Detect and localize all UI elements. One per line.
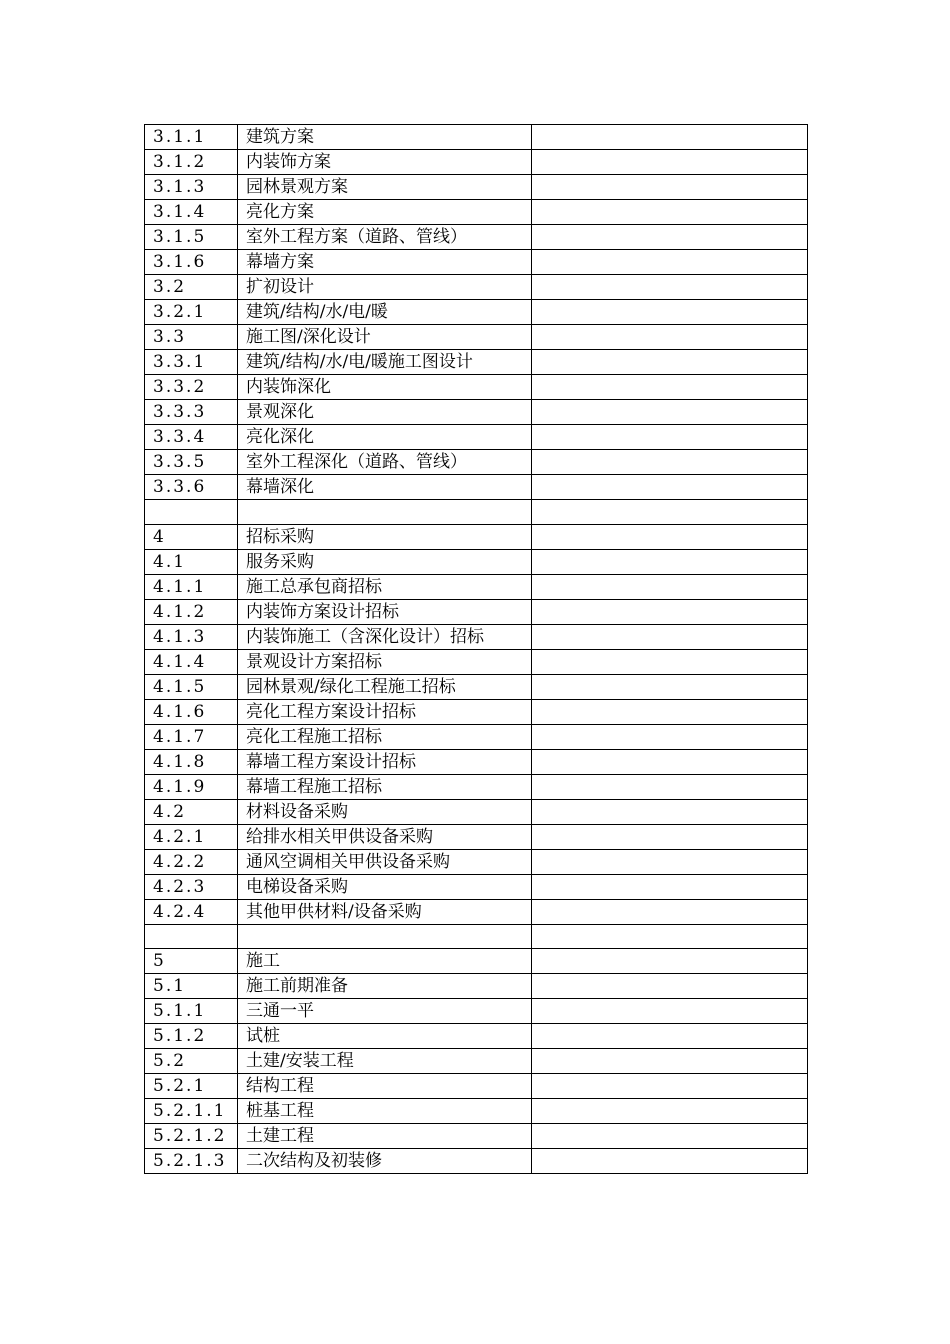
row-note-cell [532,350,808,375]
table-row [145,300,808,325]
row-code-cell: 3.2 [145,275,238,300]
row-code-cell: 3.3 [145,325,238,350]
row-item-cell: 内装饰深化 [238,375,532,400]
row-note-cell [532,1024,808,1049]
table-row [145,899,808,924]
row-code-cell: 4.1.8 [145,749,238,774]
table-row [145,749,808,774]
row-note-cell [532,999,808,1024]
row-code-cell: 3.1.1 [145,125,238,150]
row-item-cell [238,924,532,949]
row-note-cell [532,849,808,874]
table-row [145,200,808,225]
row-code-cell: 4.2.3 [145,874,238,899]
row-note-cell [532,624,808,649]
schedule-table [144,124,808,1174]
row-note-cell [532,200,808,225]
row-code-cell: 4.1.1 [145,574,238,599]
row-item-cell: 施工图/深化设计 [238,325,532,350]
row-code-cell: 3.3.3 [145,400,238,425]
row-note-cell [532,974,808,999]
row-item-cell: 桩基工程 [238,1099,532,1124]
table-row [145,974,808,999]
row-item-cell: 幕墙工程施工招标 [238,774,532,799]
row-note-cell [532,599,808,624]
row-item-cell: 内装饰施工（含深化设计）招标 [238,624,532,649]
row-note-cell [532,175,808,200]
table-row [145,574,808,599]
row-note-cell [532,1074,808,1099]
row-item-cell: 施工 [238,949,532,974]
row-item-cell: 通风空调相关甲供设备采购 [238,849,532,874]
row-code-cell: 4.1.7 [145,724,238,749]
row-note-cell [532,749,808,774]
row-item-cell: 招标采购 [238,524,532,549]
row-code-cell: 5.2 [145,1049,238,1074]
table-row [145,225,808,250]
row-item-cell: 园林景观/绿化工程施工招标 [238,674,532,699]
table-row [145,450,808,475]
row-item-cell: 景观设计方案招标 [238,649,532,674]
table-row [145,1149,808,1174]
row-note-cell [532,150,808,175]
row-note-cell [532,250,808,275]
row-item-cell: 土建/安装工程 [238,1049,532,1074]
row-item-cell: 亮化工程方案设计招标 [238,699,532,724]
table-row [145,250,808,275]
row-note-cell [532,300,808,325]
table-row [145,824,808,849]
row-note-cell [532,375,808,400]
row-note-cell [532,450,808,475]
row-note-cell [532,524,808,549]
row-code-cell: 3.3.5 [145,450,238,475]
row-item-cell: 电梯设备采购 [238,874,532,899]
table-row [145,400,808,425]
row-code-cell: 3.3.1 [145,350,238,375]
row-note-cell [532,574,808,599]
row-note-cell [532,125,808,150]
table-row [145,350,808,375]
table-row [145,549,808,574]
table-row [145,275,808,300]
table-row [145,1074,808,1099]
row-item-cell: 幕墙深化 [238,475,532,500]
row-note-cell [532,874,808,899]
row-item-cell: 室外工程深化（道路、管线） [238,450,532,475]
table-row [145,425,808,450]
table-row [145,999,808,1024]
row-item-cell: 内装饰方案 [238,150,532,175]
row-code-cell: 5.1 [145,974,238,999]
row-code-cell: 4.1.6 [145,699,238,724]
row-item-cell: 结构工程 [238,1074,532,1099]
table-row [145,649,808,674]
row-note-cell [532,949,808,974]
row-code-cell: 5.1.1 [145,999,238,1024]
table-row [145,949,808,974]
row-code-cell: 4.2.1 [145,824,238,849]
row-code-cell: 3.1.2 [145,150,238,175]
row-item-cell: 服务采购 [238,549,532,574]
row-note-cell [532,799,808,824]
row-note-cell [532,924,808,949]
row-note-cell [532,1149,808,1174]
row-code-cell [145,500,238,525]
row-code-cell: 4.1.4 [145,649,238,674]
row-item-cell: 扩初设计 [238,275,532,300]
table-row [145,774,808,799]
row-code-cell [145,924,238,949]
row-item-cell: 试桩 [238,1024,532,1049]
row-code-cell: 5.1.2 [145,1024,238,1049]
table-row [145,799,808,824]
row-code-cell: 3.3.6 [145,475,238,500]
row-item-cell: 亮化深化 [238,425,532,450]
table-row [145,375,808,400]
table-row [145,524,808,549]
row-item-cell: 二次结构及初装修 [238,1149,532,1174]
row-note-cell [532,225,808,250]
row-code-cell: 3.3.2 [145,375,238,400]
row-item-cell: 亮化方案 [238,200,532,225]
row-note-cell [532,899,808,924]
row-code-cell: 4.2.2 [145,849,238,874]
row-note-cell [532,1124,808,1149]
row-code-cell: 5.2.1 [145,1074,238,1099]
table-row [145,475,808,500]
table-row [145,724,808,749]
row-note-cell [532,500,808,525]
table-row [145,325,808,350]
row-note-cell [532,549,808,574]
row-code-cell: 4.2 [145,799,238,824]
row-code-cell: 3.1.5 [145,225,238,250]
row-item-cell: 三通一平 [238,999,532,1024]
row-code-cell: 4.2.4 [145,899,238,924]
table-row [145,699,808,724]
row-code-cell: 5.2.1.3 [145,1149,238,1174]
row-item-cell: 幕墙工程方案设计招标 [238,749,532,774]
row-item-cell: 给排水相关甲供设备采购 [238,824,532,849]
row-item-cell: 内装饰方案设计招标 [238,599,532,624]
row-item-cell [238,500,532,525]
row-item-cell: 亮化工程施工招标 [238,724,532,749]
table-row [145,1099,808,1124]
table-row [145,150,808,175]
row-item-cell: 其他甲供材料/设备采购 [238,899,532,924]
row-item-cell: 建筑/结构/水/电/暖施工图设计 [238,350,532,375]
row-item-cell: 材料设备采购 [238,799,532,824]
table-row [145,1049,808,1074]
table-row [145,500,808,525]
schedule-table-body [145,125,808,1174]
table-row [145,1124,808,1149]
row-item-cell: 施工前期准备 [238,974,532,999]
row-code-cell: 4 [145,524,238,549]
table-row [145,175,808,200]
row-item-cell: 土建工程 [238,1124,532,1149]
row-code-cell: 3.1.6 [145,250,238,275]
row-code-cell: 5.2.1.1 [145,1099,238,1124]
row-note-cell [532,1099,808,1124]
row-note-cell [532,699,808,724]
row-item-cell: 园林景观方案 [238,175,532,200]
row-code-cell: 5 [145,949,238,974]
row-code-cell: 4.1.3 [145,624,238,649]
row-code-cell: 4.1 [145,549,238,574]
row-code-cell: 3.1.4 [145,200,238,225]
row-item-cell: 建筑方案 [238,125,532,150]
table-row [145,125,808,150]
row-note-cell [532,724,808,749]
row-note-cell [532,425,808,450]
row-item-cell: 建筑/结构/水/电/暖 [238,300,532,325]
table-row [145,1024,808,1049]
row-item-cell: 景观深化 [238,400,532,425]
row-note-cell [532,475,808,500]
table-row [145,924,808,949]
row-code-cell: 3.3.4 [145,425,238,450]
row-item-cell: 室外工程方案（道路、管线） [238,225,532,250]
row-note-cell [532,275,808,300]
row-code-cell: 4.1.9 [145,774,238,799]
table-row [145,599,808,624]
row-item-cell: 施工总承包商招标 [238,574,532,599]
row-note-cell [532,400,808,425]
row-code-cell: 4.1.5 [145,674,238,699]
row-code-cell: 4.1.2 [145,599,238,624]
row-note-cell [532,1049,808,1074]
row-note-cell [532,649,808,674]
table-row [145,624,808,649]
row-code-cell: 3.2.1 [145,300,238,325]
row-note-cell [532,824,808,849]
row-code-cell: 5.2.1.2 [145,1124,238,1149]
row-item-cell: 幕墙方案 [238,250,532,275]
table-row [145,674,808,699]
table-row [145,849,808,874]
row-note-cell [532,325,808,350]
table-row [145,874,808,899]
row-note-cell [532,674,808,699]
row-code-cell: 3.1.3 [145,175,238,200]
row-note-cell [532,774,808,799]
